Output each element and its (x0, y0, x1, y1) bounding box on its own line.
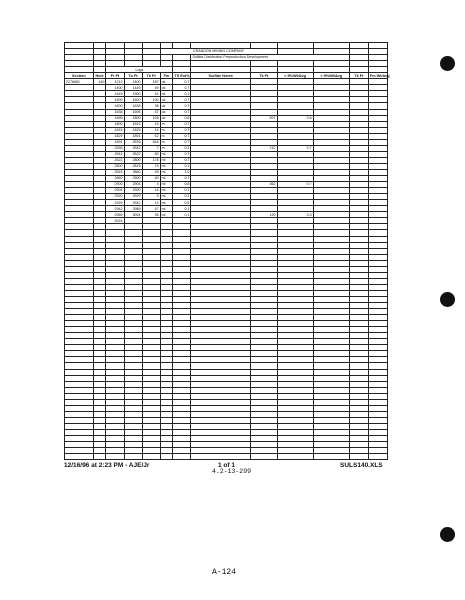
table-cell: ml (160, 212, 173, 218)
table-cell: 2622 (124, 151, 142, 157)
punch-hole-top (440, 56, 455, 71)
sulfide-distribution-sheet (64, 42, 388, 460)
table-cell: 187 (142, 79, 160, 85)
table-cell: 2900 (124, 176, 142, 182)
table-cell: 2535 (106, 145, 124, 151)
table-cell: 0.7 (173, 97, 191, 103)
empty-cell (173, 454, 191, 460)
table-cell: ml (160, 157, 173, 163)
punch-hole-bottom (440, 527, 455, 542)
table-cell: 2989 (106, 212, 124, 218)
table-cell: 0.7 (173, 79, 191, 85)
table-cell: ok (160, 79, 173, 85)
table-cell: ml (160, 200, 173, 206)
table-cell: ml (160, 169, 173, 175)
table-cell: 1800 (124, 115, 142, 121)
company-name: CRANDON MINING COMPANY (160, 49, 277, 55)
table-cell: 0.3 (277, 212, 313, 218)
table-cell: 2989 (124, 206, 142, 212)
table-cell: ml (160, 163, 173, 169)
table-cell: 0.7 (277, 145, 313, 151)
column-header: Fr Ft (106, 73, 124, 79)
table-cell: m (160, 145, 173, 151)
table-cell: 0.6 (277, 115, 313, 121)
table-cell: 2904 (124, 182, 142, 188)
table-cell: m (160, 121, 173, 127)
column-header-row (65, 73, 388, 79)
table-cell: 0.7 (173, 109, 191, 115)
table-cell: 0.1 (173, 206, 191, 212)
table-cell: 15 (142, 121, 160, 127)
table-cell: 1.0 (173, 169, 191, 175)
column-header: Tk Ft (142, 73, 160, 79)
table-cell: 14 (142, 127, 160, 133)
table-cell: 3024 (124, 212, 142, 218)
table-cell: 2920 (124, 188, 142, 194)
table-cell: 1638 (124, 103, 142, 109)
empty-cell (124, 454, 142, 460)
table-cell: 0.8 (173, 115, 191, 121)
table-cell: 1695 (124, 109, 142, 115)
column-header: Tk Ft (250, 73, 277, 79)
print-timestamp: 12/16/96 at 2:23 PM - AJE/Jr (64, 462, 150, 469)
table-cell: 0.7 (173, 85, 191, 91)
table-cell: 2622 (106, 157, 124, 163)
table-cell: 2929 (124, 194, 142, 200)
table-cell: 1695 (106, 115, 124, 121)
table-cell: 2942 (106, 206, 124, 212)
table-cell: 4 (142, 182, 160, 188)
empty-cell (277, 454, 313, 460)
column-header: > 5%Wt/Avg (313, 73, 349, 79)
table-cell: 0.8 (173, 182, 191, 188)
table-cell: 0.7 (173, 151, 191, 157)
table-cell: 140 (93, 79, 106, 85)
table-cell: 120 (250, 212, 277, 218)
table-cell: m (160, 139, 173, 145)
table-cell: 2276681 (65, 79, 94, 85)
table-cell: 57 (142, 109, 160, 115)
table-cell: 1600 (124, 97, 142, 103)
empty-cell (250, 454, 277, 460)
page-count: 1 of 1 (218, 462, 235, 469)
table-cell: 2900 (106, 182, 124, 188)
column-header: Section (65, 73, 94, 79)
table-cell: m (160, 133, 173, 139)
table-cell: 1891 (106, 139, 124, 145)
column-header: Sulfide Notes (191, 73, 251, 79)
table-cell: 742 (250, 145, 277, 151)
table-cell: 7 (142, 145, 160, 151)
column-header: Tk Ft (349, 73, 368, 79)
table-cell: 1213 (106, 79, 124, 85)
table-cell: 47 (142, 206, 160, 212)
column-header: TS Est% (174, 73, 190, 78)
table-cell: 0.1 (173, 194, 191, 200)
table-cell: 1400 (124, 79, 142, 85)
table-cell: 100 (142, 97, 160, 103)
table-cell: 38 (142, 103, 160, 109)
table-cell: 2815 (106, 169, 124, 175)
table-cell: 2800 (124, 157, 142, 163)
table-cell: 1815 (106, 127, 124, 133)
page-number: A-124 (212, 568, 237, 577)
table-cell: 2904 (106, 188, 124, 194)
table-cell: 0.1 (173, 163, 191, 169)
column-header: Fm Wt/Avg (369, 73, 390, 78)
empty-cell (313, 454, 349, 460)
table-cell: 1449 (106, 91, 124, 97)
table-cell: ok (160, 103, 173, 109)
empty-cell (160, 454, 173, 460)
table-cell: 1815 (124, 121, 142, 127)
table-cell: ml (160, 176, 173, 182)
empty-cell (191, 454, 251, 460)
table-cell: ok (160, 85, 173, 91)
table-cell: 0.7 (173, 103, 191, 109)
empty-cell (106, 454, 124, 460)
empty-cell (349, 454, 368, 460)
table-cell: 0.7 (173, 176, 191, 182)
logs-label: Logs (106, 67, 173, 73)
table-cell: 2929 (106, 200, 124, 206)
table-cell: 1449 (124, 85, 142, 91)
table-cell: 1600 (106, 103, 124, 109)
column-header: To Ft (124, 73, 142, 79)
table-cell: 644 (142, 139, 160, 145)
table-cell: 1638 (106, 109, 124, 115)
table-cell: 105 (142, 115, 160, 121)
column-header: Hole (93, 73, 106, 79)
table-cell: ok (160, 91, 173, 97)
table-cell: m (160, 127, 173, 133)
table-cell: 2542 (106, 151, 124, 157)
table-cell: 1500 (124, 91, 142, 97)
document-reference: 4.2-13-299 (212, 468, 252, 475)
sheet-subtitle: Sulfide Distribution Preproduction Development (191, 55, 349, 61)
table-cell: 2942 (124, 200, 142, 206)
column-header: < 5%Wt/Avg (277, 73, 313, 79)
table-cell: 2920 (106, 194, 124, 200)
table-cell: 2815 (124, 163, 142, 169)
table-cell: 9 (142, 194, 160, 200)
punch-hole-middle (440, 292, 455, 307)
table-cell: 0.7 (277, 182, 313, 188)
table-cell: ok (160, 97, 173, 103)
table-cell: ml (160, 206, 173, 212)
table-cell: 13 (142, 200, 160, 206)
table-cell: 2535 (124, 139, 142, 145)
table-cell: 15 (142, 163, 160, 169)
table-cell: 1400 (106, 85, 124, 91)
table-cell: 362 (250, 182, 277, 188)
table-cell: 51 (142, 91, 160, 97)
table-cell: 0.7 (173, 121, 191, 127)
empty-cell (93, 454, 106, 460)
table-cell: 1800 (106, 121, 124, 127)
empty-cell (65, 454, 94, 460)
table-cell: 45 (142, 169, 160, 175)
empty-cell (368, 454, 387, 460)
table-cell: 0.1 (173, 91, 191, 97)
table-cell: 2860 (124, 169, 142, 175)
table-cell: 3024 (106, 218, 124, 224)
table-cell: 1829 (124, 127, 142, 133)
table-cell: 1829 (106, 133, 124, 139)
empty-row (65, 454, 388, 460)
table-cell: 0.1 (173, 145, 191, 151)
table-cell: 80 (142, 151, 160, 157)
table-cell: 178 (142, 157, 160, 163)
table-cell: ok (160, 109, 173, 115)
table-cell: 0.1 (173, 212, 191, 218)
table-cell: 0.7 (173, 127, 191, 133)
table-cell: 0.1 (173, 188, 191, 194)
table-cell: 0.7 (173, 157, 191, 163)
table-cell: 2860 (106, 176, 124, 182)
table-cell: 2542 (124, 145, 142, 151)
table-cell: 40 (142, 176, 160, 182)
table-cell: 62 (142, 133, 160, 139)
table-cell: 35 (142, 212, 160, 218)
table-cell: 1891 (124, 133, 142, 139)
table-cell: ml (160, 182, 173, 188)
table-cell: ml (160, 194, 173, 200)
table-cell: 49 (142, 85, 160, 91)
table-cell: ok (160, 115, 173, 121)
table-cell: 0.5 (173, 200, 191, 206)
table-cell: 2800 (106, 163, 124, 169)
table-cell: 16 (142, 188, 160, 194)
table-cell: 0.7 (173, 133, 191, 139)
column-header: Fm (160, 73, 173, 79)
table-cell: 597 (250, 115, 277, 121)
table-cell: 1500 (106, 97, 124, 103)
table-cell: ml (160, 151, 173, 157)
file-name: SULS140.XLS (340, 462, 383, 469)
table-cell: 0.7 (173, 139, 191, 145)
table-cell: ml (160, 188, 173, 194)
empty-cell (142, 454, 160, 460)
